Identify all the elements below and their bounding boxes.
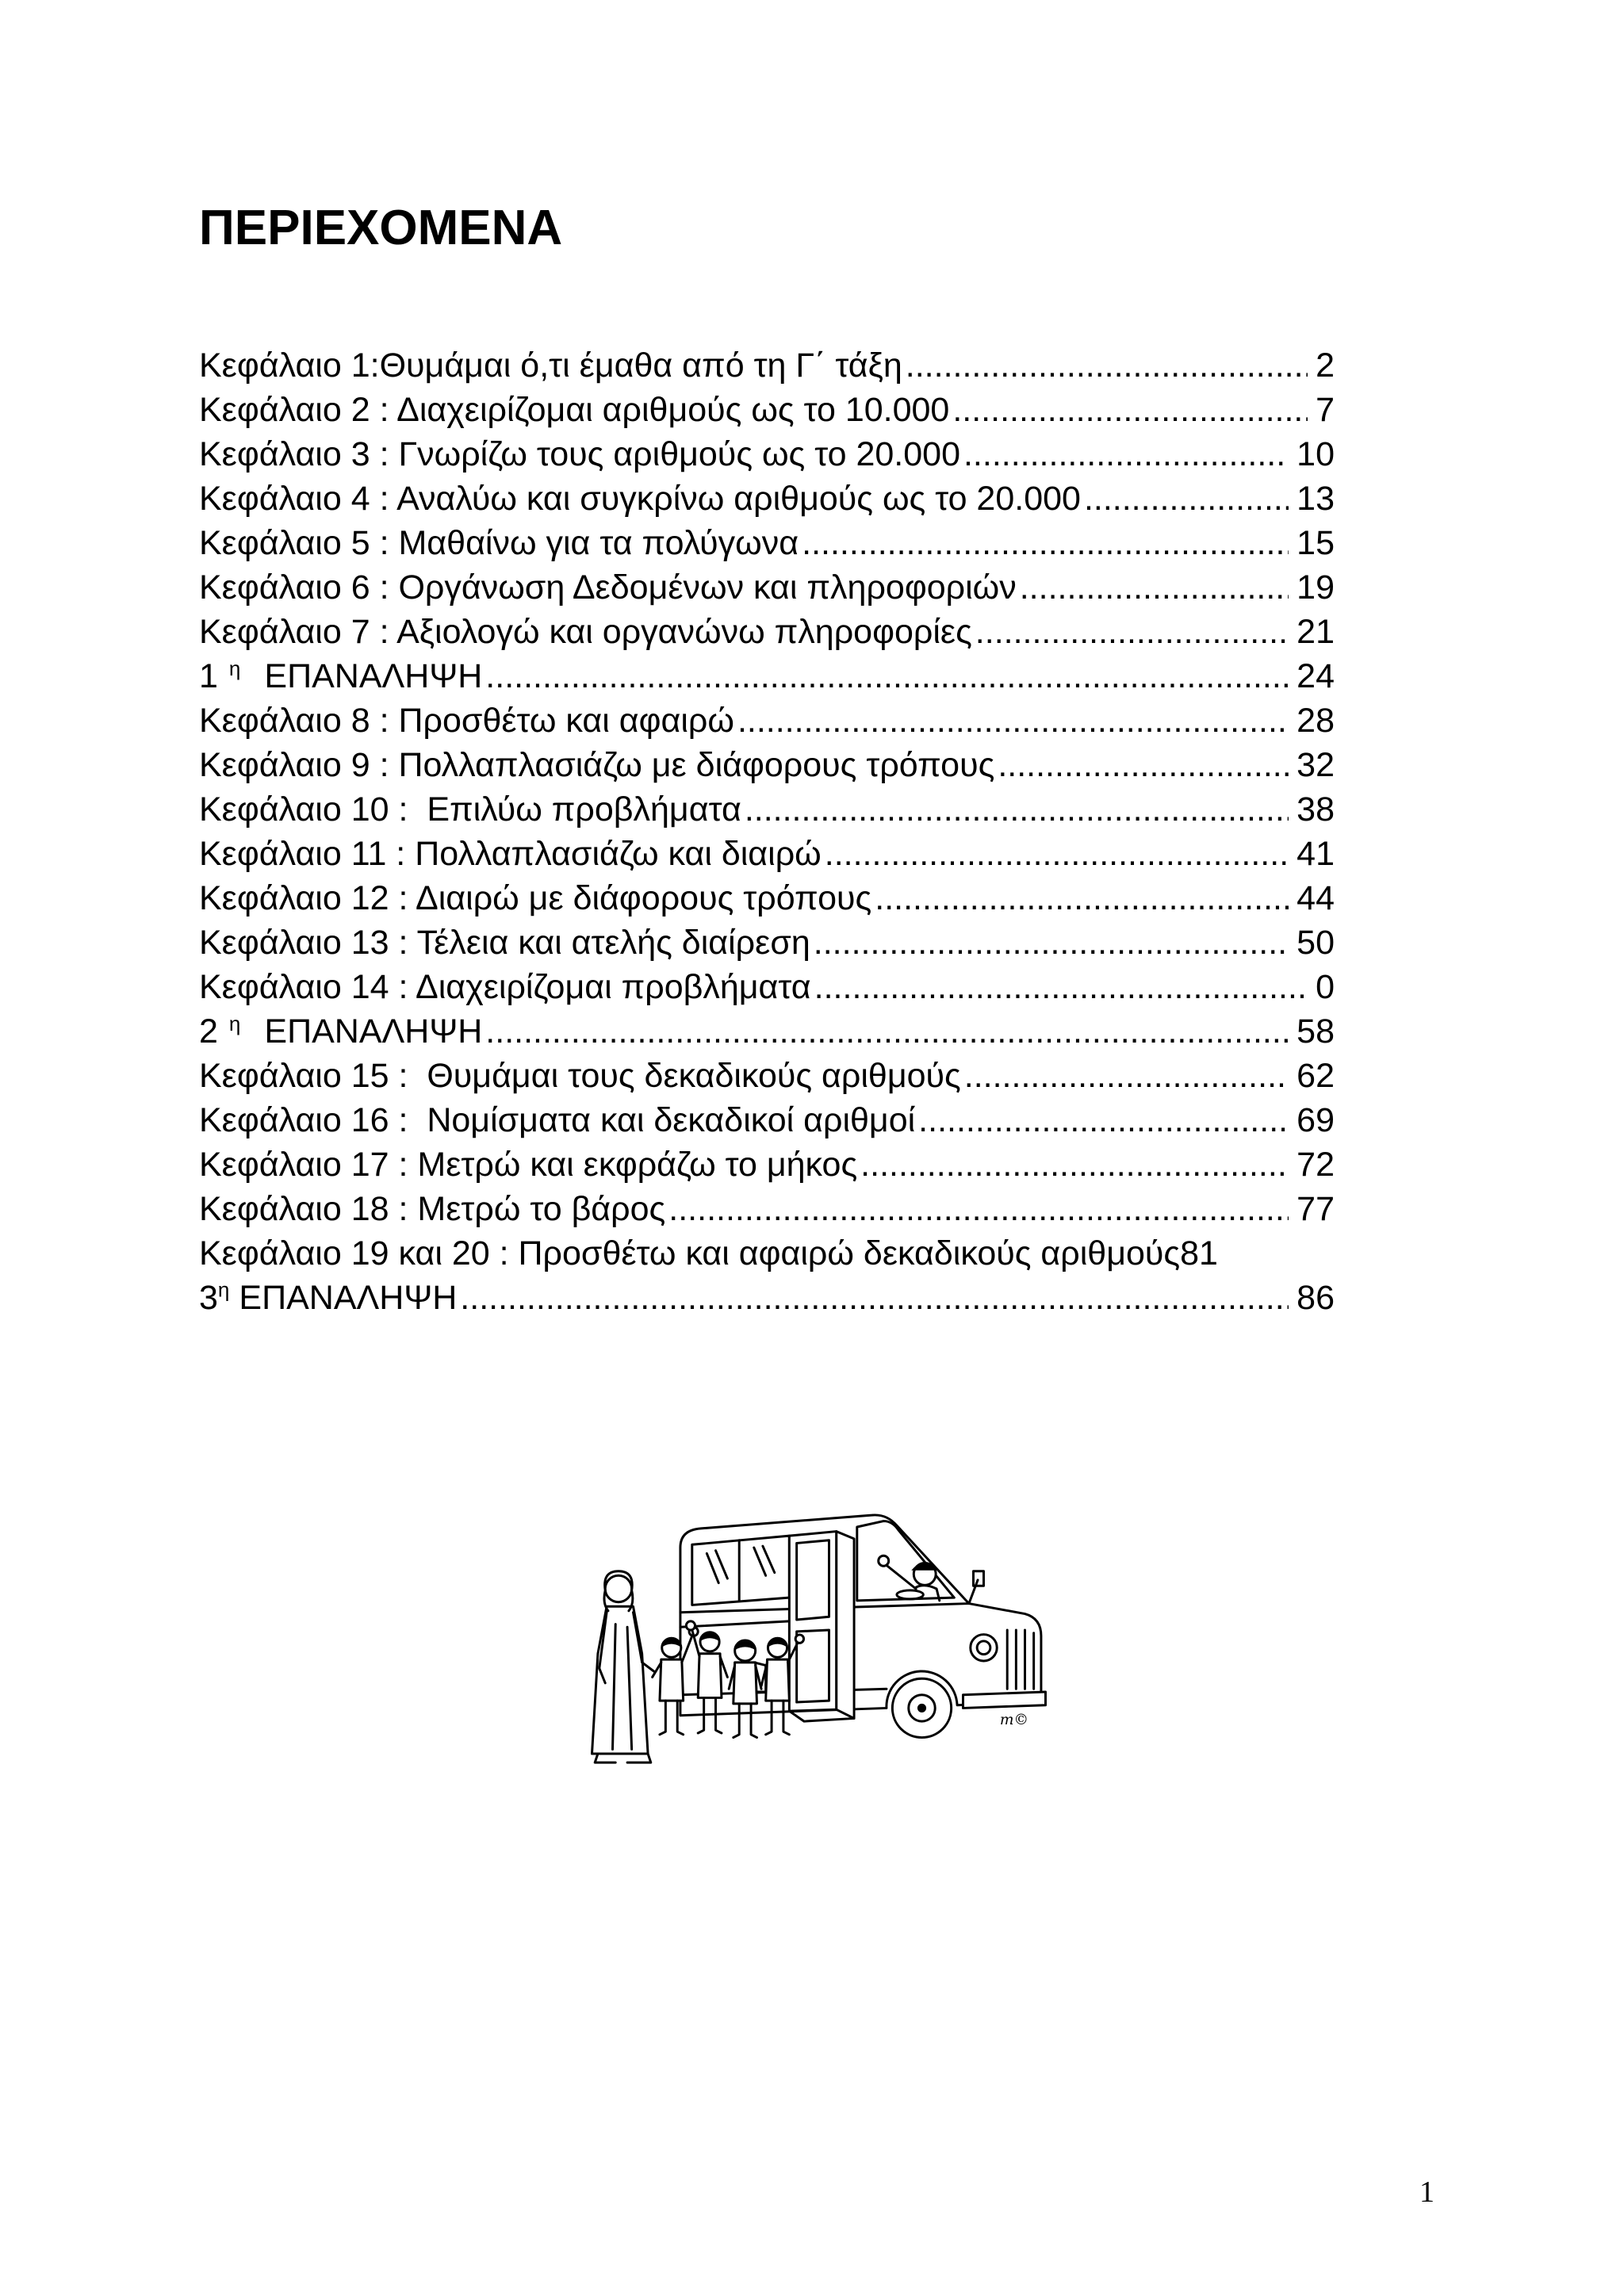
dot-leader — [665, 1187, 1289, 1231]
page-title: ΠΕΡΙΕΧΟΜΕΝΑ — [199, 201, 563, 255]
toc-entry-title: Κεφάλαιο 12 : Διαιρώ με διάφορους τρόπους — [199, 879, 872, 917]
toc-entry-page: 7 — [1316, 391, 1335, 429]
toc-entry — [199, 876, 1335, 920]
dot-leader — [734, 698, 1289, 743]
dot-leader — [961, 1054, 1289, 1098]
toc-entry-page: 81 — [1180, 1234, 1218, 1272]
toc-entry-review — [199, 1276, 1335, 1320]
dot-leader — [871, 876, 1289, 920]
toc-entry-title: Κεφάλαιο 8 : Προσθέτω και αφαιρώ — [199, 702, 734, 740]
toc-entry-title: Κεφάλαιο 18 : Μετρώ το βάρος — [199, 1190, 666, 1228]
toc-entry — [199, 1187, 1335, 1231]
ordinal-superscript: η — [228, 1011, 241, 1035]
review-number: 1 — [199, 657, 218, 695]
woman-feet — [595, 1754, 651, 1762]
child-hand-on-rail — [795, 1635, 803, 1643]
bus-open-door — [837, 1532, 854, 1719]
toc-entry-page: 15 — [1297, 524, 1335, 562]
dot-leader — [482, 654, 1289, 698]
child-raised-hand — [686, 1621, 695, 1630]
toc-entry-title: Κεφάλαιο 3 : Γνωρίζω τους αριθμούς ως το 20.000 — [199, 435, 960, 473]
dot-leader — [799, 521, 1289, 565]
toc-entry-title: Κεφάλαιο 10 : Επιλύω προβλήματα — [199, 790, 741, 828]
review-number: 3 — [199, 1279, 218, 1317]
dot-leader — [949, 388, 1308, 432]
toc-entry-page: 10 — [1297, 435, 1335, 473]
toc-entry-page: 62 — [1297, 1057, 1335, 1095]
dot-leader — [972, 610, 1289, 654]
toc-entry-page: 38 — [1297, 790, 1335, 828]
toc-entry-title — [199, 1009, 482, 1054]
ordinal-superscript: η — [228, 656, 241, 680]
bus-windshield — [857, 1521, 955, 1601]
toc-entry — [199, 965, 1335, 1009]
toc-entry-title: Κεφάλαιο 15 : Θυμάμαι τους δεκαδικούς αριθμούς — [199, 1057, 961, 1095]
dot-leader — [994, 743, 1289, 787]
child-body — [733, 1663, 757, 1704]
school-bus-illustration — [583, 1506, 1055, 1764]
toc-entry — [199, 832, 1335, 876]
child-body — [766, 1659, 790, 1701]
toc-entry-title: Κεφάλαιο 19 και 20 : Προσθέτω και αφαιρώ δεκαδικούς αριθμούς — [199, 1234, 1181, 1272]
dot-leader — [960, 432, 1289, 476]
toc-entry-title: Κεφάλαιο 6 : Οργάνωση Δεδομένων και πληροφοριών — [199, 568, 1017, 607]
toc-entry-page: 0 — [1316, 968, 1335, 1006]
toc-entry — [199, 565, 1335, 610]
toc-entry-title: Κεφάλαιο 2 : Διαχειρίζομαι αριθμούς ως το 10.000 — [199, 391, 950, 429]
toc-entry-page: 19 — [1297, 568, 1335, 607]
child-body — [698, 1654, 722, 1698]
dot-leader — [1081, 476, 1289, 521]
toc-entry-title: Κεφάλαιο 9 : Πολλαπλασιάζω με διάφορους τρόπους — [199, 746, 995, 784]
toc-entry-review — [199, 654, 1335, 698]
toc-entry-title: Κεφάλαιο 11 : Πολλαπλασιάζω και διαιρώ — [199, 835, 822, 873]
page-number: 1 — [1419, 2175, 1434, 2209]
toc-entry — [199, 1054, 1335, 1098]
woman-dress — [592, 1606, 649, 1754]
toc-entry — [199, 476, 1335, 521]
toc-entry-title: Κεφάλαιο 1:Θυμάμαι ό,τι έμαθα από τη Γ΄ τάξη — [199, 346, 902, 385]
toc-entry — [199, 698, 1335, 743]
toc-entry — [199, 388, 1335, 432]
dot-leader — [810, 920, 1289, 965]
toc-entry-page: 24 — [1297, 657, 1335, 695]
toc-entry — [199, 610, 1335, 654]
review-label: ΕΠΑΝΑΛΗΨΗ — [239, 1279, 458, 1317]
dot-leader — [741, 787, 1289, 832]
driver-waving-hand — [879, 1556, 889, 1566]
toc-entry-page: 13 — [1297, 480, 1335, 518]
toc-entry-page: 77 — [1297, 1190, 1335, 1228]
toc-entry — [199, 343, 1335, 388]
toc-entry-page: 28 — [1297, 702, 1335, 740]
toc-entry-title — [199, 654, 482, 698]
toc-entry — [199, 743, 1335, 787]
toc-entry — [199, 1142, 1335, 1187]
review-number: 2 — [199, 1012, 218, 1050]
toc-entry-title: Κεφάλαιο 7 : Αξιολογώ και οργανώνω πληροφορίες — [199, 613, 972, 651]
toc-entry-title: Κεφάλαιο 16 : Νομίσματα και δεκαδικοί αριθμοί — [199, 1101, 916, 1139]
toc-entry-review — [199, 1009, 1335, 1054]
bus-headlight — [971, 1635, 997, 1661]
toc-entry-title: Κεφάλαιο 13 : Τέλεια και ατελής διαίρεση — [199, 924, 810, 962]
dot-leader — [811, 965, 1308, 1009]
review-label: ΕΠΑΝΑΛΗΨΗ — [264, 657, 483, 695]
toc-entry — [199, 787, 1335, 832]
toc-entry-page: 50 — [1297, 924, 1335, 962]
toc-entry-page: 2 — [1316, 346, 1335, 385]
toc-entry — [199, 1231, 1335, 1276]
bus-mirror — [969, 1571, 984, 1604]
toc-entry-page: 41 — [1297, 835, 1335, 873]
artist-signature: m© — [999, 1711, 1029, 1728]
toc-entry — [199, 432, 1335, 476]
toc-entry-page: 44 — [1297, 879, 1335, 917]
toc-entry-title: Κεφάλαιο 17 : Μετρώ και εκφράζω το μήκος — [199, 1146, 858, 1184]
dot-leader — [915, 1098, 1289, 1142]
toc-entry-title: Κεφάλαιο 5 : Μαθαίνω για τα πολύγωνα — [199, 524, 799, 562]
child-body — [660, 1659, 684, 1701]
ordinal-superscript: η — [217, 1277, 230, 1302]
table-of-contents — [199, 343, 1335, 1320]
toc-entry — [199, 920, 1335, 965]
review-label: ΕΠΑΝΑΛΗΨΗ — [264, 1012, 483, 1050]
toc-entry — [199, 521, 1335, 565]
dot-leader — [822, 832, 1289, 876]
dot-leader — [482, 1009, 1289, 1054]
toc-entry-page: 32 — [1297, 746, 1335, 784]
woman-figure — [592, 1571, 654, 1762]
toc-entry-page: 21 — [1297, 613, 1335, 651]
bus-wheel — [892, 1678, 951, 1737]
toc-entry-page: 72 — [1297, 1146, 1335, 1184]
dot-leader — [902, 343, 1308, 388]
dot-leader — [857, 1142, 1289, 1187]
bus-bumper — [963, 1692, 1046, 1708]
wheel-hub — [918, 1705, 925, 1712]
toc-entry-page: 58 — [1297, 1012, 1335, 1050]
toc-entry-page: 86 — [1297, 1279, 1335, 1317]
dot-leader — [1017, 565, 1289, 610]
toc-entry-title — [199, 1276, 457, 1320]
woman-head — [605, 1575, 631, 1601]
toc-entry-title: Κεφάλαιο 4 : Αναλύω και συγκρίνω αριθμούς ως το 20.000 — [199, 480, 1081, 518]
toc-entry — [199, 1098, 1335, 1142]
toc-entry-page: 69 — [1297, 1101, 1335, 1139]
dot-leader — [457, 1276, 1289, 1320]
toc-entry-title: Κεφάλαιο 14 : Διαχειρίζομαι προβλήματα — [199, 968, 811, 1006]
